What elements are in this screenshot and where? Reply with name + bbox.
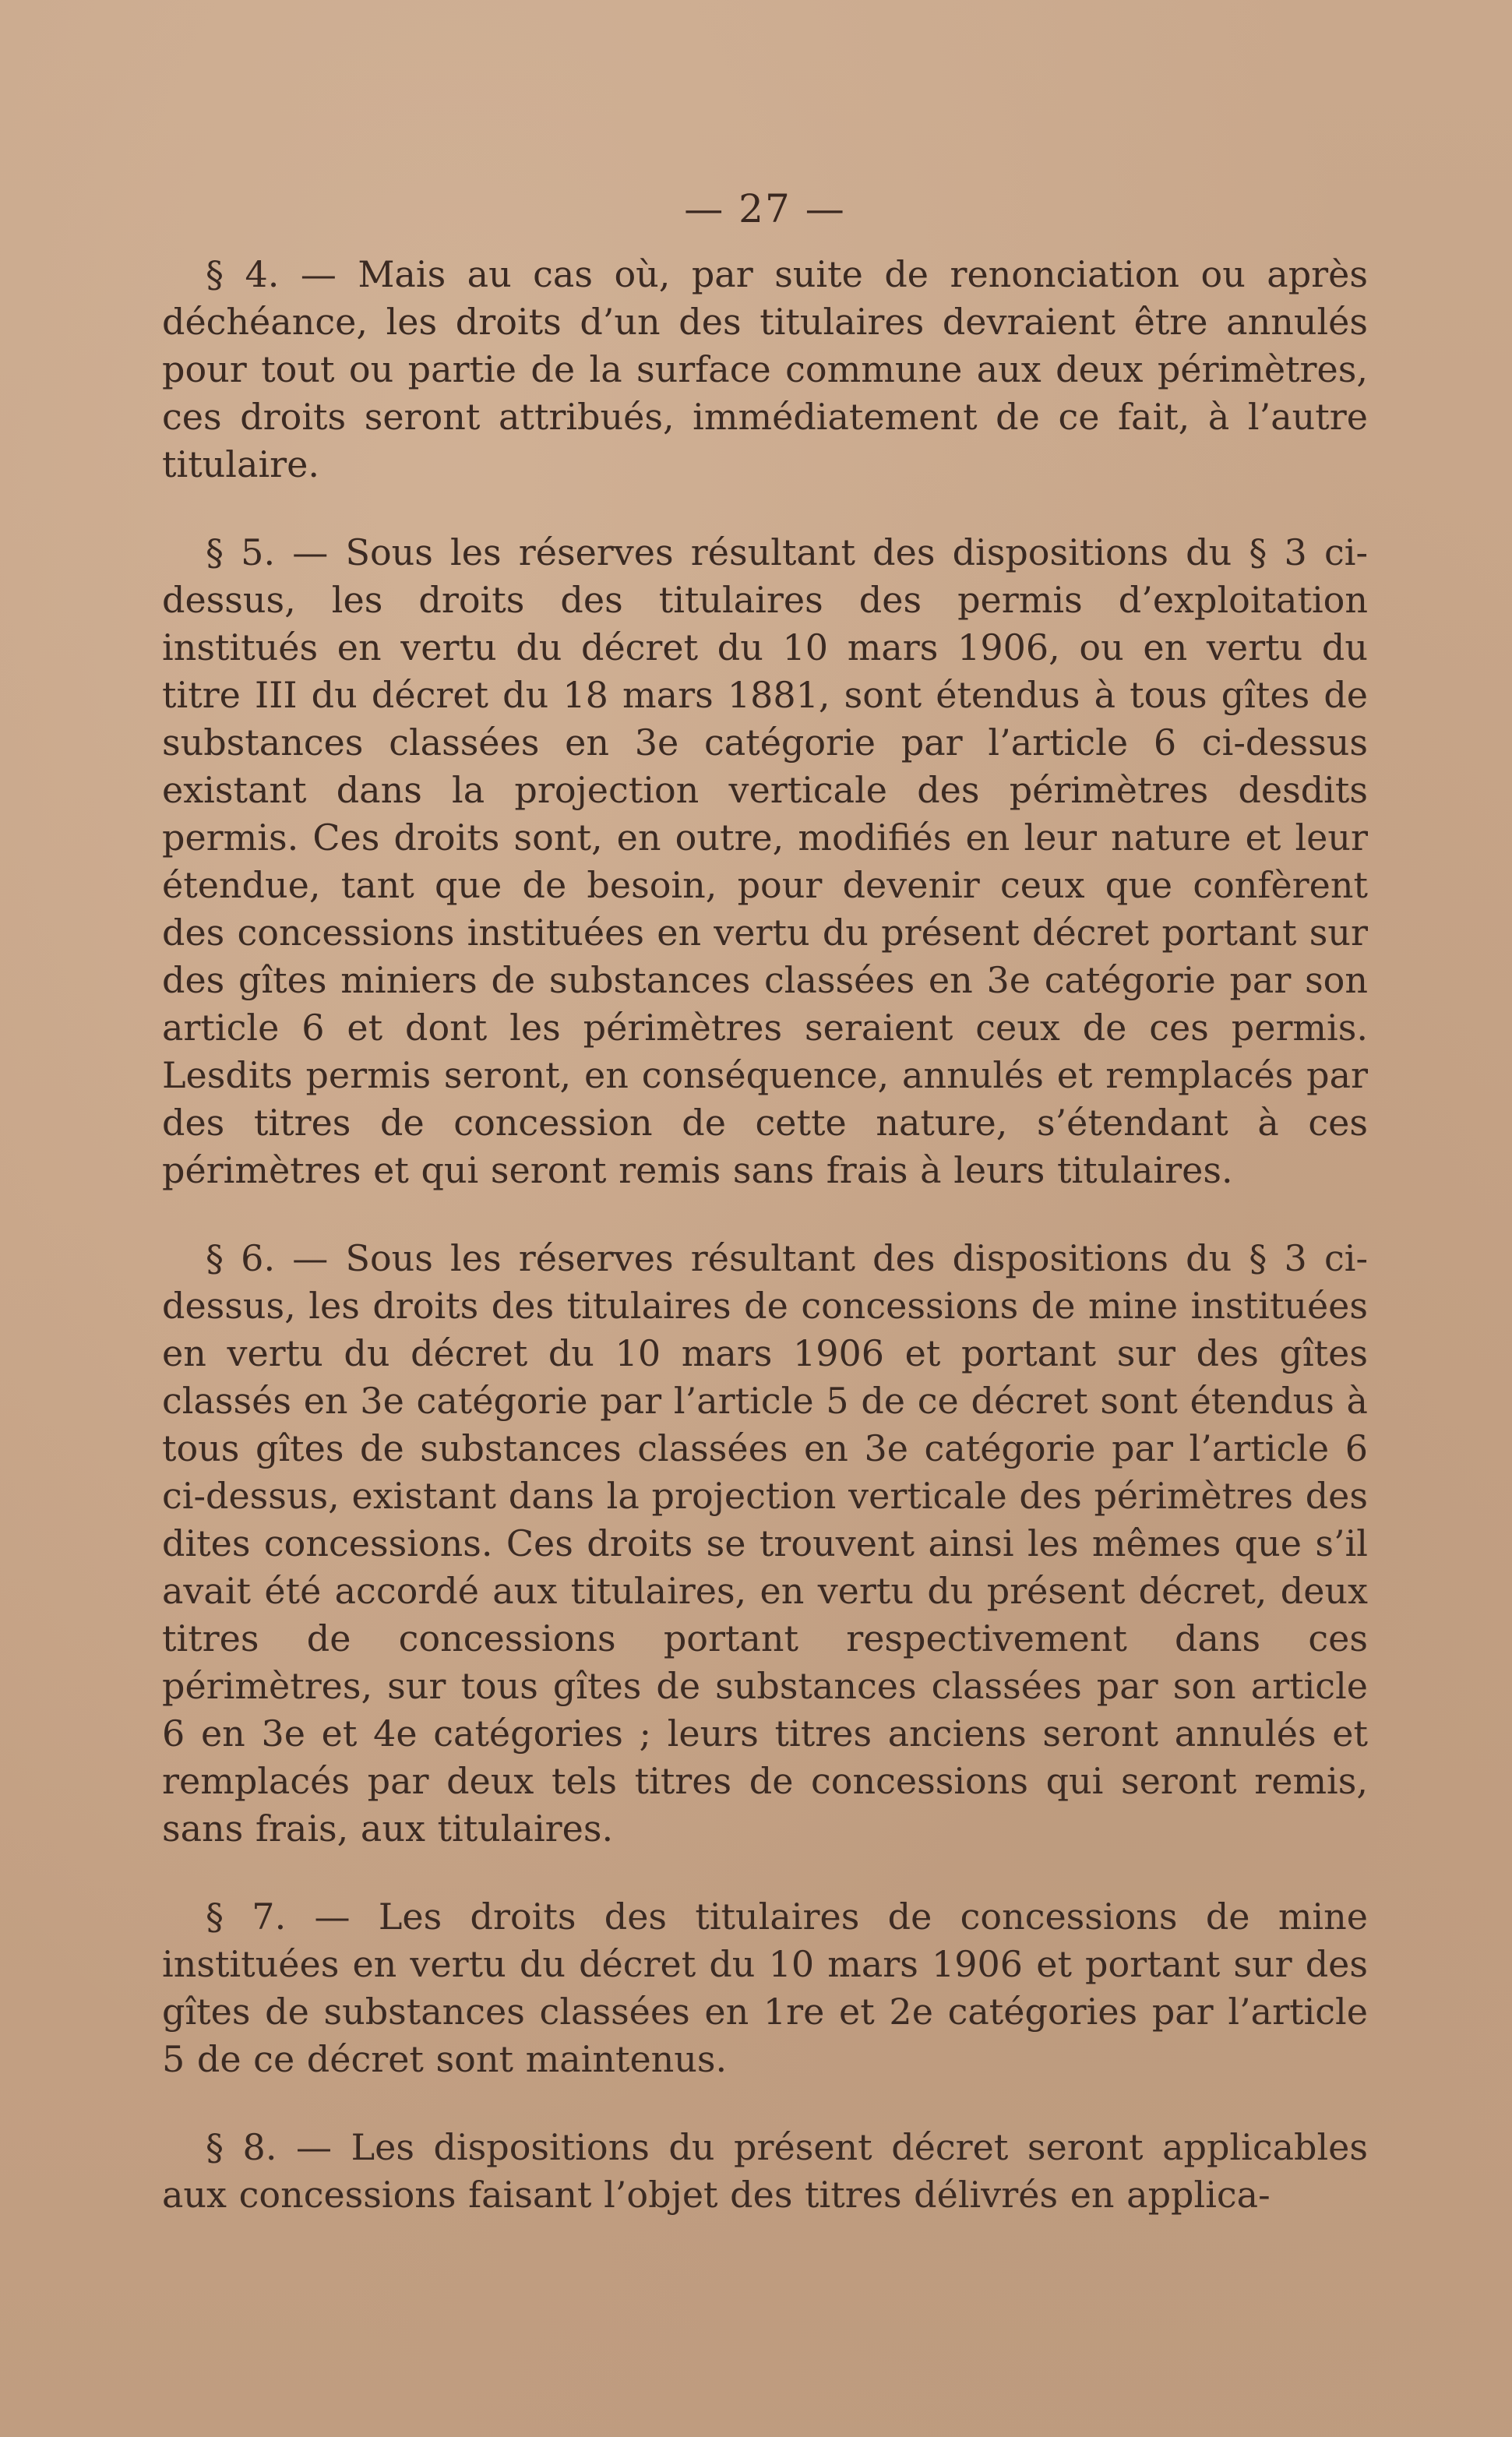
section-number: § 7. — (206, 1896, 351, 1938)
paragraph-section-6 (162, 1235, 1368, 1853)
paragraph-section-7 (162, 1893, 1368, 2083)
paragraph-section-8 (162, 2124, 1368, 2219)
section-number: § 8. — (206, 2126, 333, 2168)
paragraph-text: Sous les réserves résultant des dispositions du § 3 ci-dessus, les droits des titulaires des permis d’exploitation institués en vertu du décret du 10 mars 1906, ou en vertu du titre III du décret du 18 mars 1881, sont étendus à tous gîtes de substances classées en 3e catégorie par l’article 6 ci-dessus existant dans la projection verticale des périmètres desdits permis. Ces droits sont, en outre, modifiés en leur nature et leur étendue, tant que de besoin, pour devenir ceux que confèrent des concessions instituées en vertu du présent décret portant sur des gîtes miniers de substances classées en 3e catégorie par son article 6 et dont les périmètres seraient ceux de ces permis. Lesdits permis seront, en conséquence, annulés et remplacés par des titres de concession de cette nature, s’étendant à ces périmètres et qui seront remis sans frais à leurs titulaires. (162, 531, 1369, 1191)
section-number: § 4. — (206, 253, 337, 295)
section-number: § 6. — (206, 1237, 329, 1279)
page-content (162, 181, 1368, 2259)
paragraph-text: Les droits des titulaires de concessions de mine instituées en vertu du décret du 10 mars 1906 et portant sur des gîtes de substances classées en 1re et 2e catégories par l’article 5 de ce décret sont maintenus. (162, 1896, 1368, 2080)
paragraph-text: Les dispositions du présent décret seront applicables aux concessions faisant l’objet des titres délivrés en applica- (162, 2126, 1368, 2216)
paragraph-text: Mais au cas où, par suite de renonciation ou après déchéance, les droits d’un des titulaires devraient être annulés pour tout ou partie de la surface commune aux deux périmètres, ces droits seront attribués, immédiatement de ce fait, à l’autre titulaire. (162, 253, 1368, 485)
paragraph-section-4 (162, 251, 1368, 488)
page-number: — 27 — (684, 186, 846, 231)
paragraph-text: Sous les réserves résultant des dispositions du § 3 ci-dessus, les droits des titulaires de concessions de mine instituées en vertu du décret du 10 mars 1906 et portant sur des gîtes classés en 3e catégorie par l’article 5 de ce décret sont étendus à tous gîtes de substances classées en 3e catégorie par l’article 6 ci-dessus, existant dans la projection verticale des périmètres des dites concessions. Ces droits se trouvent ainsi les mêmes que s’il avait été accordé aux titulaires, en vertu du présent décret, deux titres de concessions portant respectivement dans ces périmètres, sur tous gîtes de substances classées par son article 6 en 3e et 4e catégories ; leurs titres anciens seront annulés et remplacés par deux tels titres de concessions qui seront remis, sans frais, aux titulaires. (162, 1237, 1369, 1850)
section-number: § 5. — (206, 531, 329, 573)
paragraph-section-5 (162, 529, 1368, 1194)
